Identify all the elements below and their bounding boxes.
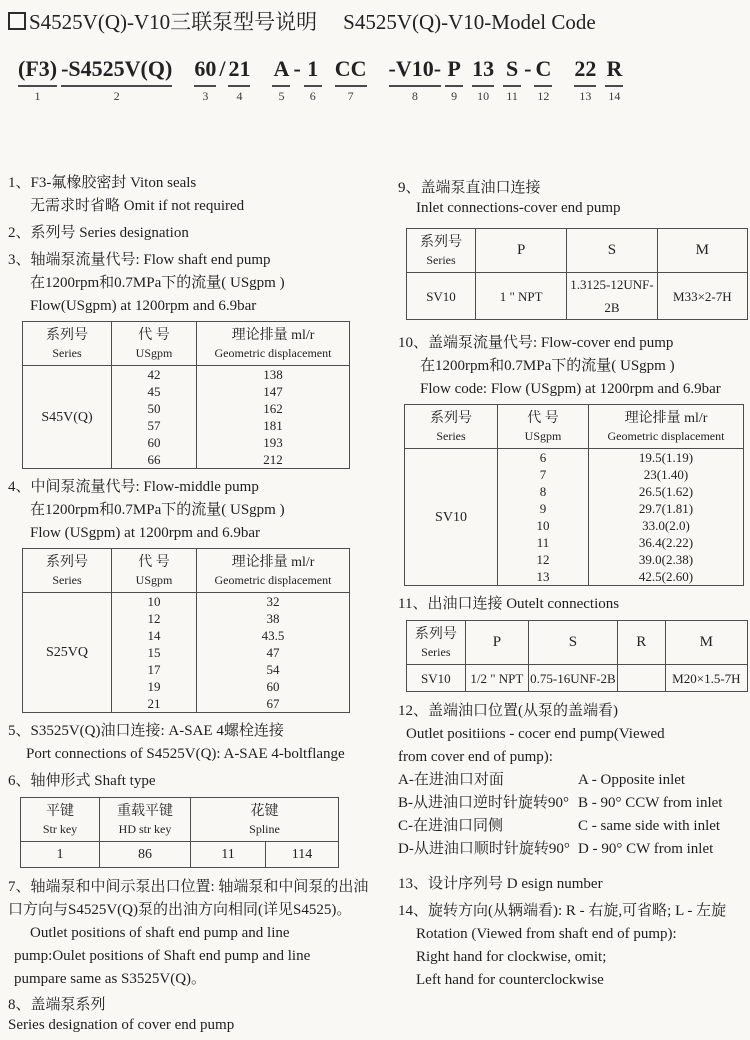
header-series: 系列号 Series: [23, 549, 112, 593]
header-series: 系列号 Series: [407, 621, 466, 665]
header-displacement: 理论排量 ml/r Geometric displacement: [589, 405, 744, 449]
code-number: 5: [278, 89, 285, 103]
series-cell: S45V(Q): [23, 366, 112, 469]
code-underline: [574, 85, 596, 87]
header-p: P: [476, 229, 567, 273]
table-body-row: [23, 593, 350, 713]
code-text: 60: [194, 56, 217, 81]
item10-line2: 在1200rpm和0.7MPa下的流量( USgpm ): [420, 358, 675, 374]
item7-line1: 7、轴端泵和中间示泵出口位置: 轴端泵和中间泵的出油: [8, 879, 369, 895]
header-spline: 花键 Spline: [191, 798, 339, 842]
series-cell: SV10: [407, 665, 466, 692]
table-header-row: [21, 798, 339, 842]
item10-line3: Flow code: Flow (USgpm) at 1200rpm and 6.9bar: [420, 381, 721, 397]
item13-line1: 13、设计序列号 D esign number: [398, 876, 603, 892]
code-text: C: [535, 56, 552, 81]
item14-line4: Left hand for counterclockwise: [416, 972, 604, 988]
section-item-4: [8, 476, 390, 545]
item5-line1: 5、S3525V(Q)油口连接: A-SAE 4螺栓连接: [8, 723, 284, 739]
header-code: 代 号 USgpm: [112, 322, 197, 366]
code-text: -S4525V(Q): [61, 56, 173, 81]
header-p: P: [465, 621, 528, 665]
series-cell: SV10: [407, 273, 476, 320]
outlet-connections-table: [406, 620, 748, 692]
code-underline: [18, 85, 57, 87]
code-underline: [194, 85, 216, 87]
item6-line1: 6、轴伸形式 Shaft type: [8, 773, 156, 789]
item14-line1: 14、旋转方向(从辆端看): R - 右旋,可省略; L - 左旋: [398, 903, 727, 919]
code-number: 2: [113, 89, 120, 103]
code-text: CC: [334, 56, 367, 81]
header-code: 代 号 USgpm: [112, 549, 197, 593]
position-option-c: C-在进油口同侧 C - same side with inlet: [398, 818, 721, 834]
code-segment-10: [472, 56, 494, 104]
series-cell: SV10: [405, 449, 498, 586]
section-item-10: [398, 332, 748, 401]
item7-line3: Outlet positions of shaft end pump and line: [30, 925, 290, 941]
item14-line3: Right hand for clockwise, omit;: [416, 949, 607, 965]
section-item-14: [398, 900, 748, 992]
code-number: 1: [34, 89, 41, 103]
table-body-row: [407, 273, 748, 320]
m-cell: M33×2-7H: [657, 273, 747, 320]
header-hd-str-key: 重载平键 HD str key: [100, 798, 191, 842]
codes-cell: 6 7 8 9 10 11 12 13: [498, 449, 589, 586]
code-number: 14: [608, 89, 621, 103]
series-cell: S25VQ: [23, 593, 112, 713]
item4-line3: Flow (USgpm) at 1200rpm and 6.9bar: [30, 525, 260, 541]
header-displacement: 理论排量 ml/r Geometric displacement: [197, 549, 350, 593]
item7-line2: 口方向与S4525V(Q)泵的出油方向相同(详见S4525)。: [8, 902, 352, 918]
section-item-7: [8, 876, 390, 991]
code-segment-12: [534, 56, 552, 104]
inlet-connections-table: [406, 228, 748, 320]
m-cell: M20×1.5-7H: [665, 665, 747, 692]
left-column: [8, 172, 390, 1035]
code-text: P: [447, 56, 461, 81]
header-str-key: 平键 Str key: [21, 798, 100, 842]
p-cell: 1/2 " NPT: [465, 665, 528, 692]
table-header-row: [23, 322, 350, 366]
codes-cell: 10 12 14 15 17 19 21: [112, 593, 197, 713]
shaft-value-3: 11: [191, 842, 266, 868]
item4-line1: 4、中间泵流量代号: Flow-middle pump: [8, 479, 259, 495]
item9-line2: Inlet connections-cover end pump: [416, 200, 621, 216]
code-text: 22: [574, 56, 597, 81]
code-underline: [472, 85, 494, 87]
item8-line1: 8、盖端泵系列: [8, 997, 106, 1013]
code-segment-13: [574, 56, 596, 104]
code-segment-5: [272, 56, 290, 104]
section-item-3: [8, 249, 390, 318]
code-number: 3: [202, 89, 209, 103]
item9-line1: 9、盖端泵直油口连接: [398, 180, 541, 196]
code-text: S: [505, 56, 519, 81]
item5-line2: Port connections of S4525V(Q): A-SAE 4-boltflange: [26, 746, 345, 762]
shaft-type-table: [20, 797, 339, 868]
item12-line3: from cover end of pump):: [398, 749, 553, 765]
shaft-value-4: 114: [266, 842, 339, 868]
header-r: R: [617, 621, 665, 665]
code-number: 11: [506, 89, 518, 103]
p-cell: 1 " NPT: [476, 273, 567, 320]
item2-line1: 2、系列号 Series designation: [8, 225, 189, 241]
item7-line4: pump:Oulet positions of Shaft end pump and line: [14, 948, 311, 964]
position-option-a: A-在进油口对面 A - Opposite inlet: [398, 772, 686, 788]
code-text: 21: [228, 56, 251, 81]
code-underline: [445, 85, 463, 87]
flow-middle-table: [22, 548, 350, 713]
code-underline: [605, 85, 623, 87]
code-number: 13: [579, 89, 592, 103]
header-s: S: [567, 229, 657, 273]
displacements-cell: 138 147 162 181 193 212: [197, 366, 350, 469]
code-underline: [534, 85, 552, 87]
code-underline: [335, 85, 367, 87]
header-series: 系列号 Series: [407, 229, 476, 273]
table-header-row: [23, 549, 350, 593]
item10-line1: 10、盖端泵流量代号: Flow-cover end pump: [398, 335, 674, 351]
section-item-1: [8, 172, 390, 218]
displacements-cell: 19.5(1.19) 23(1.40) 26.5(1.62) 29.7(1.81) 33.0(2.0) 36.4(2.22) 39.0(2.38) 42.5(2.60): [589, 449, 744, 586]
table-body-row: [23, 366, 350, 469]
code-segment-6: [304, 56, 322, 104]
code-number: 12: [537, 89, 550, 103]
code-segment-8: [389, 56, 442, 104]
item3-line2: 在1200rpm和0.7MPa下的流量( USgpm ): [30, 275, 285, 291]
displacements-cell: 32 38 43.5 47 54 60 67: [197, 593, 350, 713]
code-number: 10: [477, 89, 490, 103]
page-title: [8, 6, 596, 36]
code-segment-2: [61, 56, 172, 104]
code-text: R: [606, 56, 623, 81]
table-header-row: [407, 621, 748, 665]
item14-line2: Rotation (Viewed from shaft end of pump):: [416, 926, 677, 942]
right-column: [398, 178, 748, 992]
header-m: M: [665, 621, 747, 665]
table-header-row: [405, 405, 744, 449]
code-underline: [304, 85, 322, 87]
code-number: 9: [451, 89, 458, 103]
section-item-8: [8, 995, 390, 1035]
model-code-line: [16, 56, 625, 104]
title-english: S4525V(Q)-V10-Model Code: [343, 10, 596, 34]
code-underline: [61, 85, 172, 87]
code-segment-7: [335, 56, 367, 104]
code-number: 7: [347, 89, 354, 103]
header-s: S: [529, 621, 618, 665]
code-separator-dash: -: [524, 56, 532, 81]
r-cell: [617, 665, 665, 692]
section-item-5: [8, 720, 390, 766]
item11-line1: 11、出油口连接 Outelt connections: [398, 596, 620, 612]
title-chinese: S4525V(Q)-V10三联泵型号说明: [29, 10, 318, 34]
code-underline: [228, 85, 250, 87]
header-code: 代 号 USgpm: [498, 405, 589, 449]
table-body-row: [21, 842, 339, 868]
code-segment-3: [194, 56, 216, 104]
code-number: 6: [309, 89, 316, 103]
item12-line1: 12、盖端油口位置(从泵的盖端看): [398, 703, 618, 719]
code-text: 13: [472, 56, 495, 81]
section-item-6: [8, 770, 390, 793]
table-body-row: [405, 449, 744, 586]
section-item-2: [8, 222, 390, 245]
header-displacement: 理论排量 ml/r Geometric displacement: [197, 322, 350, 366]
s-cell: 0.75-16UNF-2B: [529, 665, 618, 692]
code-segment-9: [445, 56, 463, 104]
code-segment-4: [228, 56, 250, 104]
code-underline: [272, 85, 290, 87]
header-series: 系列号 Series: [23, 322, 112, 366]
code-segment-14: [605, 56, 623, 104]
shaft-value-2: 86: [100, 842, 191, 868]
code-text: -V10-: [388, 56, 442, 81]
code-text: A: [273, 56, 290, 81]
section-item-13: [398, 873, 748, 896]
item8-line2: Series designation of cover end pump: [8, 1017, 235, 1033]
table-body-row: [407, 665, 748, 692]
section-item-9: [398, 178, 748, 218]
code-segment-11: [503, 56, 521, 104]
code-segment-1: [18, 56, 57, 104]
code-underline: [503, 85, 521, 87]
item3-line3: Flow(USgpm) at 1200rpm and 6.9bar: [30, 298, 257, 314]
header-series: 系列号 Series: [405, 405, 498, 449]
section-item-12: [398, 700, 748, 861]
s-cell: 1.3125-12UNF-2B: [567, 273, 657, 320]
table-header-row: [407, 229, 748, 273]
code-text: 1: [307, 56, 319, 81]
position-option-d: D-从进油口顺时针旋转90° D - 90° CW from inlet: [398, 841, 714, 857]
code-underline: [389, 85, 442, 87]
shaft-value-1: 1: [21, 842, 100, 868]
flow-shaft-table: [22, 321, 350, 469]
item1-line1: 1、F3-氟橡胶密封 Viton seals: [8, 175, 197, 191]
code-number: 4: [236, 89, 243, 103]
flow-cover-table: [404, 404, 744, 586]
item12-line2: Outlet positiions - cocer end pump(Viewed: [406, 726, 665, 742]
code-number: 8: [411, 89, 418, 103]
header-m: M: [657, 229, 747, 273]
section-item-11: [398, 593, 748, 616]
item7-line5: pumpare same as S3525V(Q)。: [14, 971, 207, 987]
item1-line2: 无需求时省略 Omit if not required: [30, 198, 245, 214]
code-separator-dash: -: [293, 56, 301, 81]
codes-cell: 42 45 50 57 60 66: [112, 366, 197, 469]
code-separator-slash: /: [219, 56, 226, 81]
item4-line2: 在1200rpm和0.7MPa下的流量( USgpm ): [30, 502, 285, 518]
position-option-b: B-从进油口逆时针旋转90° B - 90° CCW from inlet: [398, 795, 723, 811]
code-text: (F3): [18, 56, 58, 81]
item3-line1: 3、轴端泵流量代号: Flow shaft end pump: [8, 252, 271, 268]
square-icon: [8, 12, 26, 30]
